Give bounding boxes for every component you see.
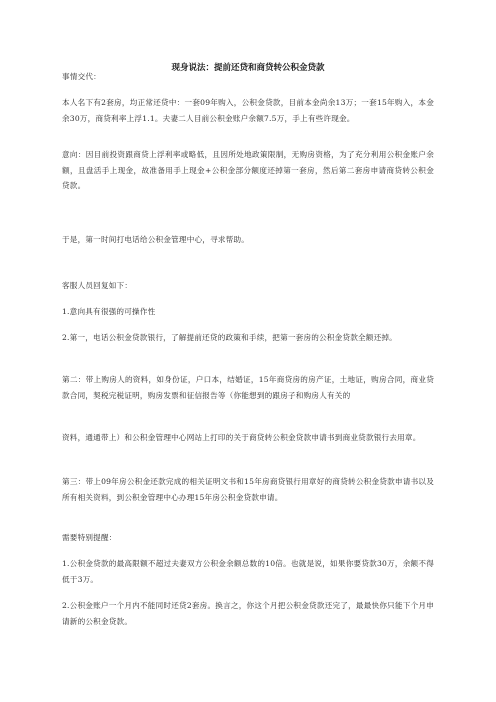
document-title: 现身说法：提前还贷和商贷转公积金贷款	[171, 63, 325, 73]
paragraph-reply-heading: 客服人员回复如下：	[62, 281, 133, 290]
paragraph-reminder-1: 1.公积金贷款的最高限额不超过夫妻双方公积金余额总数的10倍。也就是说，如果你要贷款30万，余额不得低于3万。	[62, 559, 434, 584]
paragraph-call-center: 于是，第一时间打电话给公积金管理中心，寻求帮助。	[62, 235, 250, 244]
paragraph-background: 本人名下有2套房，均正常还贷中：一套09年购入，公积金贷款，目前本金尚余13万；一套15年购入，本金余30万，商贷利率上浮1.1。夫妻二人目前公积金账户余额7.5万，手上有些许现金。	[62, 98, 434, 123]
paragraph-step-3: 第三：带上09年房公积金还款完成的相关证明文书和15年房商贷银行用章好的商贷转公积金贷款申请书以及所有相关资料，到公积金管理中心办理15年房公积金贷款申请。	[62, 477, 434, 502]
paragraph-reminder-heading: 需要特别提醒：	[62, 533, 117, 542]
paragraph-reminder-2: 2.公积金账户一个月内不能同时还贷2套房。换言之，你这个月把公积金贷款还完了，最最快你只能下个月申请新的公积金贷款。	[62, 601, 434, 626]
paragraph-step-2: 第二：带上购房人的资料，如身份证，户口本，结婚证，15年商贷房的房产证，土地证，购房合同，商业贷款合同，契税完税证明，购房发票和征信报告等（你能想到的跟房子和购房人有关的	[62, 375, 434, 400]
paragraph-point-1: 1.意向具有很强的可操作性	[62, 307, 156, 316]
paragraph-point-2: 2.第一，电话公积金贷款银行，了解提前还贷的政策和手续，把第一套房的公积金贷款全额还掉。	[62, 333, 397, 342]
paragraph-intention: 意向：因目前投资跟商贷上浮利率或略低，且因所处地政策限制，无购房资格，为了充分利用公积金账户余额，且盘活手上现金，故准备用手上现金+公积金部分额度还掉第一套房，然后第二套房申请商贷转公积金贷款。	[62, 150, 434, 191]
paragraph-intro-heading: 事情交代：	[62, 72, 101, 81]
paragraph-step-2-continued: 资料，通通带上）和公积金管理中心网站上打印的关于商贷转公积金贷款申请书到商业贷款银行去用章。	[62, 433, 421, 442]
